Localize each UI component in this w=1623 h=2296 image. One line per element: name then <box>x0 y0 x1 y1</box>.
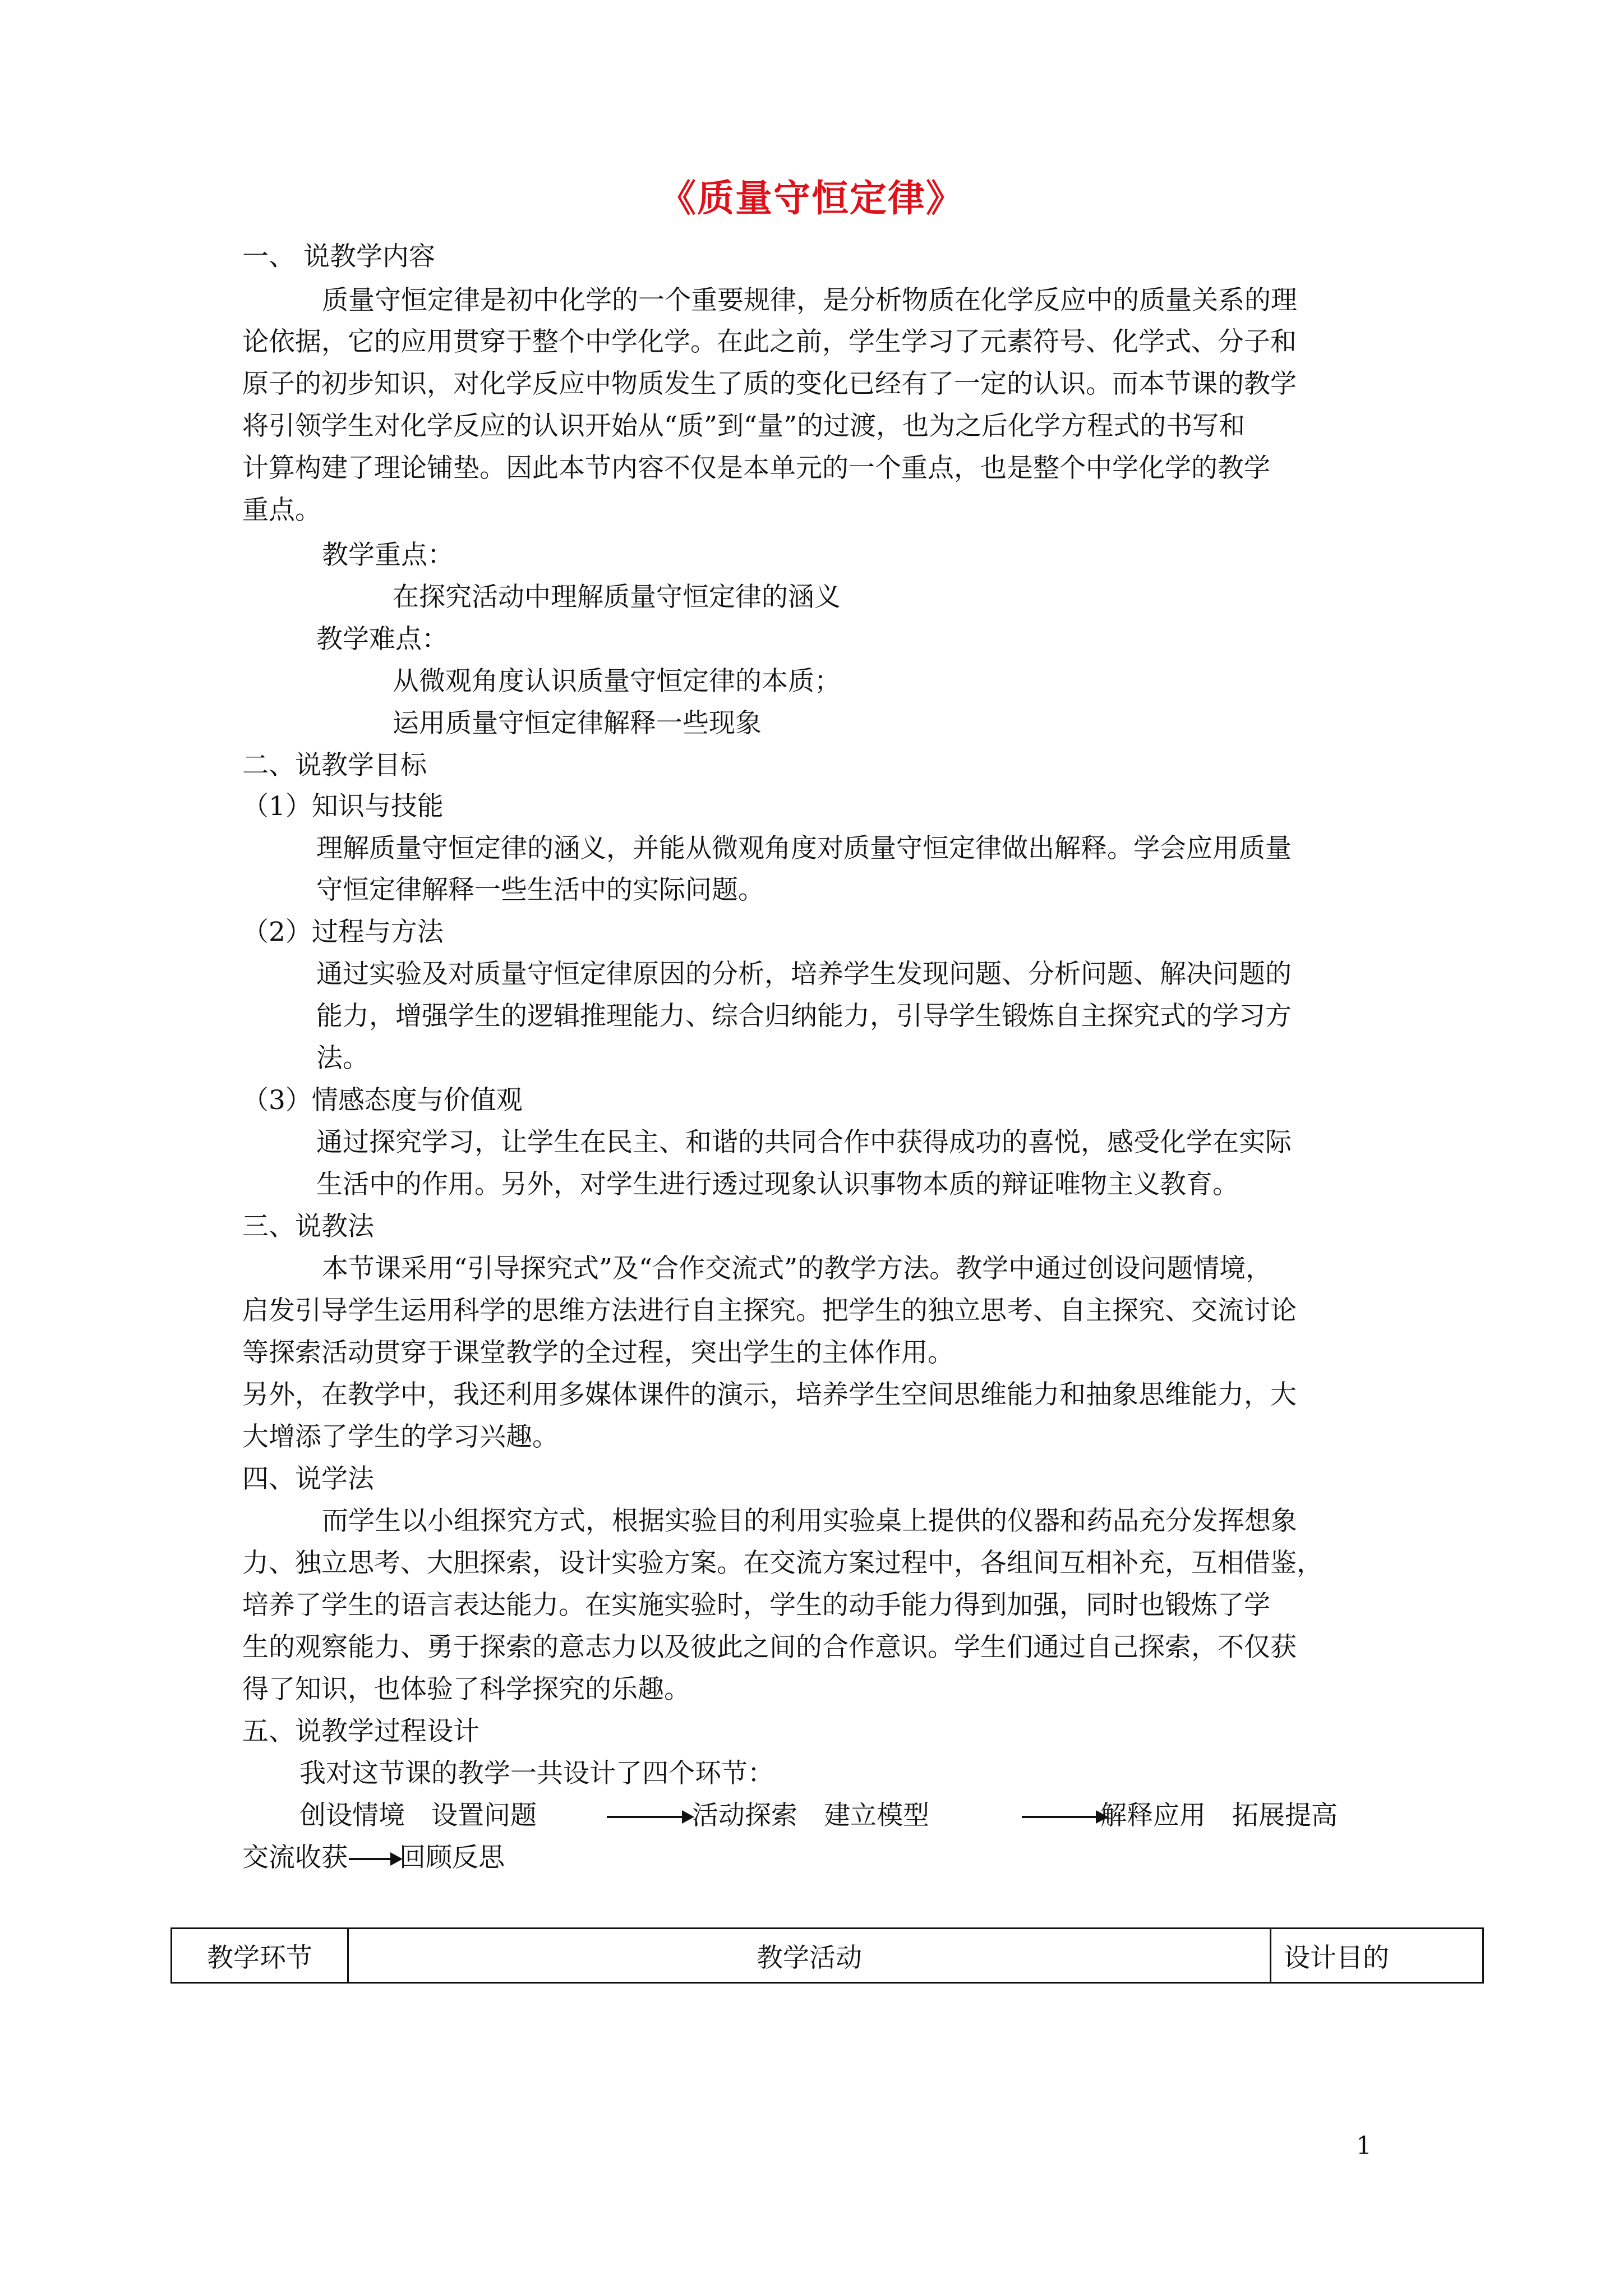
goal-text-line: 通过实验及对质量守恒定律原因的分析，培养学生发现问题、分析问题、解决问题的 <box>316 959 1292 990</box>
flow-arrow-icon <box>349 1858 400 1860</box>
page-title: 《质量守恒定律》 <box>659 176 964 220</box>
paragraph-line: 本节课采用“引导探究式”及“合作交流式”的教学方法。教学中通过创设问题情境， <box>322 1253 1272 1284</box>
section-heading-2: 二、说教学目标 <box>242 750 427 781</box>
paragraph-line: 将引领学生对化学反应的认识开始从“质”到“量”的过渡，也为之后化学方程式的书写和 <box>242 411 1246 441</box>
section-heading-3: 三、说教法 <box>242 1211 374 1242</box>
paragraph-line: 生的观察能力、勇于探索的意志力以及彼此之间的合作意识。学生们通过自己探索，不仅获 <box>242 1632 1297 1663</box>
paragraph-line: 原子的初步知识，对化学反应中物质发生了质的变化已经有了一定的认识。而本节课的教学 <box>242 369 1297 399</box>
goal-text-line: 通过探究学习，让学生在民主、和谐的共同合作中获得成功的喜悦，感受化学在实际 <box>316 1127 1292 1158</box>
key-point-item: 在探究活动中理解质量守恒定律的涵义 <box>393 582 841 613</box>
table-header-cell: 教学活动 <box>348 1929 1271 1983</box>
flow-arrow-icon <box>1022 1816 1106 1818</box>
difficulty-item: 运用质量守恒定律解释一些现象 <box>393 708 762 739</box>
paragraph-line: 质量守恒定律是初中化学的一个重要规律，是分析物质在化学反应中的质量关系的理 <box>322 285 1297 316</box>
paragraph-line: 启发引导学生运用科学的思维方法进行自主探究。把学生的独立思考、自主探究、交流讨论 <box>242 1295 1297 1326</box>
goal-text-line: 守恒定律解释一些生活中的实际问题。 <box>316 875 764 905</box>
section-heading-1: 一、 说教学内容 <box>242 241 435 272</box>
paragraph-line: 重点。 <box>242 495 321 526</box>
difficulty-item: 从微观角度认识质量守恒定律的本质； <box>393 666 841 697</box>
goal-label: （1）知识与技能 <box>242 791 444 822</box>
paragraph-line: 计算构建了理论铺垫。因此本节内容不仅是本单元的一个重点，也是整个中学化学的教学 <box>242 453 1270 484</box>
goal-label: （2）过程与方法 <box>242 917 444 947</box>
paragraph-line: 论依据，它的应用贯穿于整个中学化学。在此之前，学生学习了元素符号、化学式、分子和 <box>242 326 1297 357</box>
paragraph-line: 而学生以小组探究方式，根据实验目的利用实验桌上提供的仪器和药品充分发挥想象 <box>322 1506 1297 1536</box>
flow-step-3: 解释应用 拓展提高 <box>1100 1800 1338 1831</box>
flow-step-2: 活动探索 建立模型 <box>692 1800 929 1831</box>
goal-text-line: 法。 <box>316 1043 369 1074</box>
process-intro: 我对这节课的教学一共设计了四个环节： <box>299 1758 774 1789</box>
paragraph-line: 得了知识，也体验了科学探究的乐趣。 <box>242 1674 690 1705</box>
flow-arrow-icon <box>607 1816 692 1818</box>
table-header-cell: 教学环节 <box>172 1929 348 1983</box>
goal-label: （3）情感态度与价值观 <box>242 1085 523 1116</box>
difficulty-label: 教学难点： <box>316 624 448 655</box>
paragraph-line: 另外，在教学中，我还利用多媒体课件的演示，培养学生空间思维能力和抽象思维能力，大 <box>242 1379 1297 1410</box>
paragraph-line: 等探索活动贯穿于课堂教学的全过程，突出学生的主体作用。 <box>242 1337 954 1368</box>
paragraph-line: 力、独立思考、大胆探索，设计实验方案。在交流方案过程中，各组间互相补充，互相借鉴， <box>242 1548 1323 1579</box>
flow-step-1: 创设情境 设置问题 <box>299 1800 537 1831</box>
goal-text-line: 生活中的作用。另外，对学生进行透过现象认识事物本质的辩证唯物主义教育。 <box>316 1169 1239 1200</box>
section-heading-4: 四、说学法 <box>242 1464 374 1494</box>
section-heading-5: 五、说教学过程设计 <box>242 1716 479 1747</box>
goal-text-line: 能力，增强学生的逻辑推理能力、综合归纳能力，引导学生锻炼自主探究式的学习方 <box>316 1001 1292 1032</box>
key-point-label: 教学重点： <box>322 540 454 570</box>
flow-step-4: 交流收获 <box>242 1842 348 1873</box>
lesson-table <box>170 1927 1484 1984</box>
flow-step-5: 回顾反思 <box>399 1842 505 1873</box>
paragraph-line: 培养了学生的语言表达能力。在实施实验时，学生的动手能力得到加强，同时也锻炼了学 <box>242 1590 1270 1621</box>
page-number: 1 <box>1356 2132 1372 2160</box>
paragraph-line: 大增添了学生的学习兴趣。 <box>242 1421 559 1452</box>
goal-text-line: 理解质量守恒定律的涵义，并能从微观角度对质量守恒定律做出解释。学会应用质量 <box>316 833 1292 864</box>
table-header-row <box>172 1929 1483 1983</box>
table-header-cell: 设计目的 <box>1271 1929 1483 1983</box>
